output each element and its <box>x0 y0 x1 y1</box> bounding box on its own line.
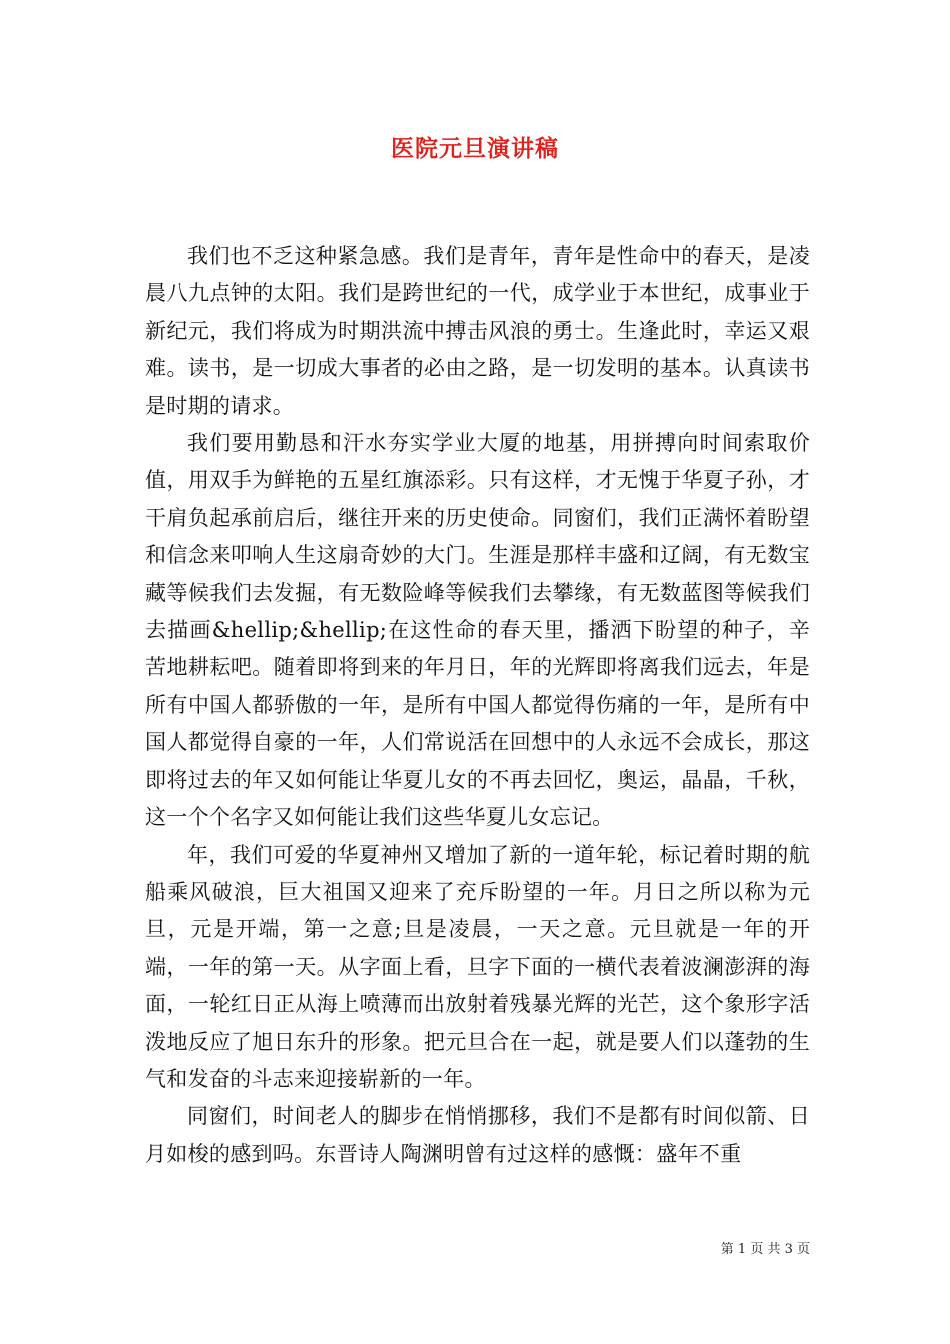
page-footer <box>700 1241 810 1259</box>
document-body <box>145 238 810 1173</box>
paragraph-1: 我们也不乏这种紧急感。我们是青年，青年是性命中的春天，是凌晨八九点钟的太阳。我们是跨世纪的一代，成学业于本世纪，成事业于新纪元，我们将成为时期洪流中搏击风浪的勇士。生逢此时，幸运又艰难。读书，是一切成大事者的必由之路，是一切发明的基本。认真读书是时期的请求。 <box>145 244 810 418</box>
paragraph-3: 年，我们可爱的华夏神州又增加了新的一道年轮，标记着时期的航船乘风破浪，巨大祖国又迎来了充斥盼望的一年。月日之所以称为元旦，元是开端，第一之意;旦是凌晨，一天之意。元旦就是一年的开端，一年的第一天。从字面上看，旦字下面的一横代表着波澜澎湃的海面，一轮红日正从海上喷薄而出放射着残暴光辉的光芒，这个象形字活泼地反应了旭日东升的形象。把元旦合在一起，就是要人们以蓬勃的生气和发奋的斗志来迎接崭新的一年。 <box>145 842 810 1091</box>
paragraph-2: 我们要用勤恳和汗水夯实学业大厦的地基，用拼搏向时间索取价值，用双手为鲜艳的五星红旗添彩。只有这样，才无愧于华夏子孙，才干肩负起承前启后，继往开来的历史使命。同窗们，我们正满怀着盼望和信念来叩响人生这扇奇妙的大门。生涯是那样丰盛和辽阔，有无数宝藏等候我们去发掘，有无数险峰等候我们去攀缘，有无数蓝图等候我们去描画&hellip;&hellip;在这性命的春天里，播洒下盼望的种子，辛苦地耕耘吧。随着即将到来的年月日，年的光辉即将离我们远去，年是所有中国人都骄傲的一年，是所有中国人都觉得伤痛的一年，是所有中国人都觉得自豪的一年，人们常说活在回想中的人永远不会成长，那这即将过去的年又如何能让华夏儿女的不再去回忆，奥运，晶晶，千秋，这一个个名字又如何能让我们这些华夏儿女忘记。 <box>145 431 810 830</box>
page-number-label: 第 1 页 共 3 页 <box>720 1242 810 1257</box>
document-title: 医院元旦演讲稿 <box>391 135 559 162</box>
paragraph-4: 同窗们，时间老人的脚步在悄悄挪移，我们不是都有时间似箭、日月如梭的感到吗。东晋诗人陶渊明曾有过这样的感慨：盛年不重 <box>145 1104 810 1166</box>
